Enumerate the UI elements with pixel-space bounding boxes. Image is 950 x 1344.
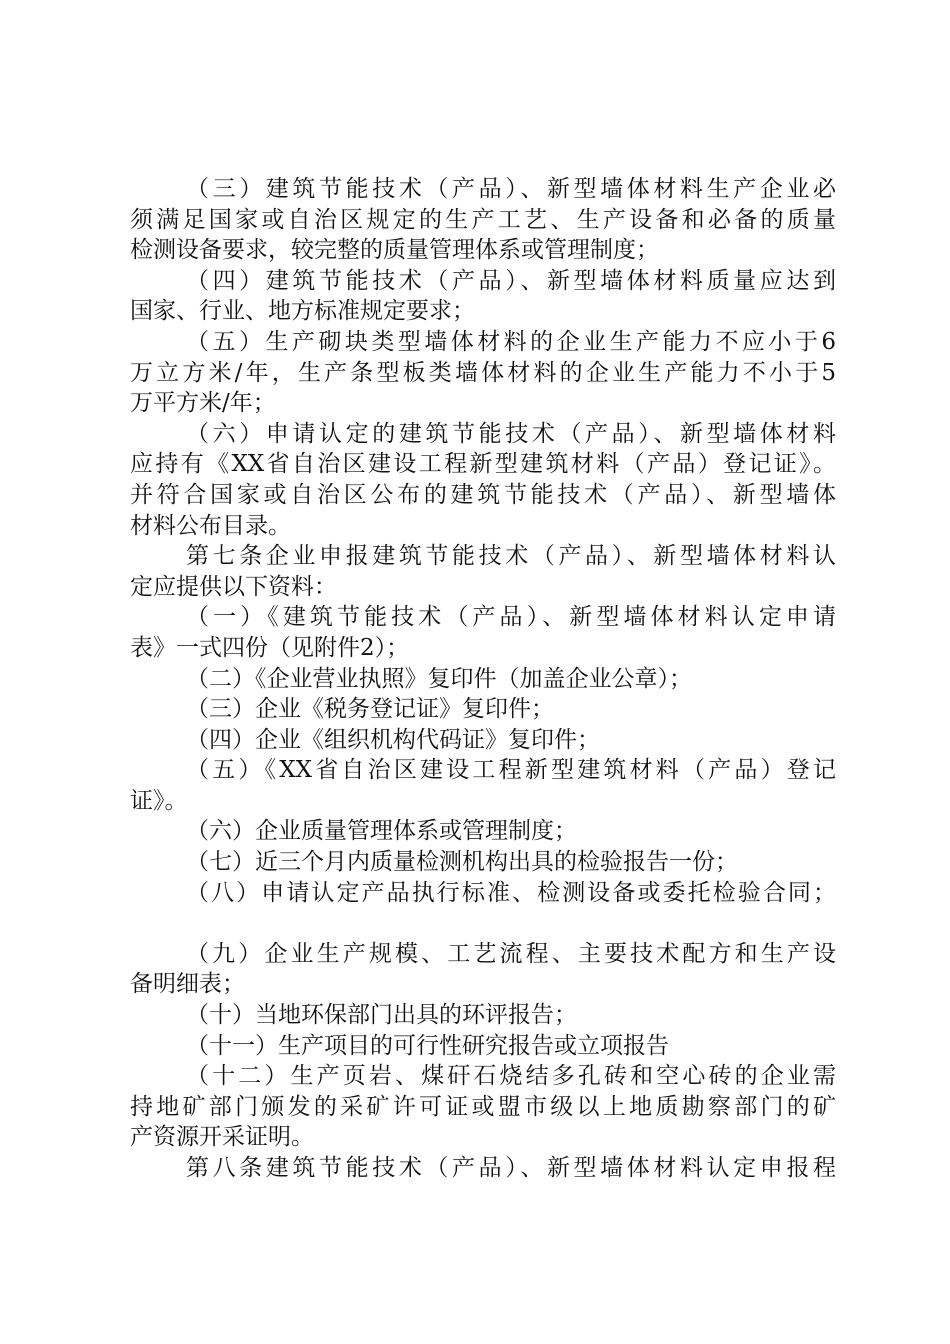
paragraph-line: 国家、行业、地方标准规定要求； <box>130 298 475 325</box>
paragraph-line: 须满足国家或自治区规定的生产工艺、生产设备和必备的质量 <box>130 206 836 233</box>
paragraph-line: 备明细表； <box>130 971 245 998</box>
paragraph-line: 万立方米/年，生产条型板类墙体材料的企业生产能力不小于5 <box>130 359 836 386</box>
paragraph-line: （十二）生产页岩、煤矸石烧结多孔砖和空心砖的企业需 <box>186 1063 836 1090</box>
paragraph-line: 表》一式四份（见附件2）； <box>130 634 410 661</box>
paragraph-line: 产资源开采证明。 <box>130 1124 314 1151</box>
paragraph-line: （四）建筑节能技术（产品）、新型墙体材料质量应达到 <box>186 267 836 294</box>
paragraph-line: （八）申请认定产品执行标准、检测设备或委托检验合同； <box>186 879 836 906</box>
paragraph-line: 万平方米/年； <box>130 390 276 417</box>
paragraph-line: （九）企业生产规模、工艺流程、主要技术配方和生产设 <box>186 940 836 967</box>
paragraph-line: 应持有《XX省自治区建设工程新型建筑材料（产品）登记证》。 <box>130 451 836 478</box>
paragraph-line: （三）企业《税务登记证》复印件； <box>186 696 554 723</box>
paragraph-line: 第七条企业申报建筑节能技术（产品）、新型墙体材料认 <box>186 543 836 570</box>
paragraph-line: （六）申请认定的建筑节能技术（产品）、新型墙体材料 <box>186 420 836 447</box>
blank-line <box>130 908 836 939</box>
paragraph-line: （二）《企业营业执照》复印件（加盖企业公章）； <box>186 665 692 692</box>
paragraph-line: （一）《建筑节能技术（产品）、新型墙体材料认定申请 <box>186 604 836 631</box>
paragraph-line: （十一）生产项目的可行性研究报告或立项报告 <box>186 1032 669 1059</box>
paragraph-line: （五）生产砌块类型墙体材料的企业生产能力不应小于6 <box>186 328 836 355</box>
paragraph-line: （三）建筑节能技术（产品）、新型墙体材料生产企业必 <box>186 176 836 202</box>
paragraph-line: 持地矿部门颁发的采矿许可证或盟市级以上地质勘察部门的矿 <box>130 1093 836 1120</box>
paragraph-line: （十）当地环保部门出具的环评报告； <box>186 1002 577 1029</box>
paragraph-line: （四）企业《组织机构代码证》复印件； <box>186 726 600 753</box>
paragraph-line: 第八条建筑节能技术（产品）、新型墙体材料认定申报程 <box>186 1155 836 1181</box>
paragraph-line: （五）《XX省自治区建设工程新型建筑材料（产品）登记 <box>186 757 836 784</box>
paragraph-line: 证》。 <box>130 787 188 814</box>
paragraph-line: 检测设备要求，较完整的质量管理体系或管理制度； <box>130 237 659 264</box>
paragraph-line: 定应提供以下资料： <box>130 573 337 600</box>
paragraph-line: （六）企业质量管理体系或管理制度； <box>186 818 577 845</box>
paragraph-line: （七）近三个月内质量检测机构出具的检验报告一份； <box>186 849 738 876</box>
paragraph-line: 并符合国家或自治区公布的建筑节能技术（产品）、新型墙体 <box>130 481 836 508</box>
document-body <box>130 174 836 1184</box>
paragraph-line: 材料公布目录。 <box>130 512 291 539</box>
